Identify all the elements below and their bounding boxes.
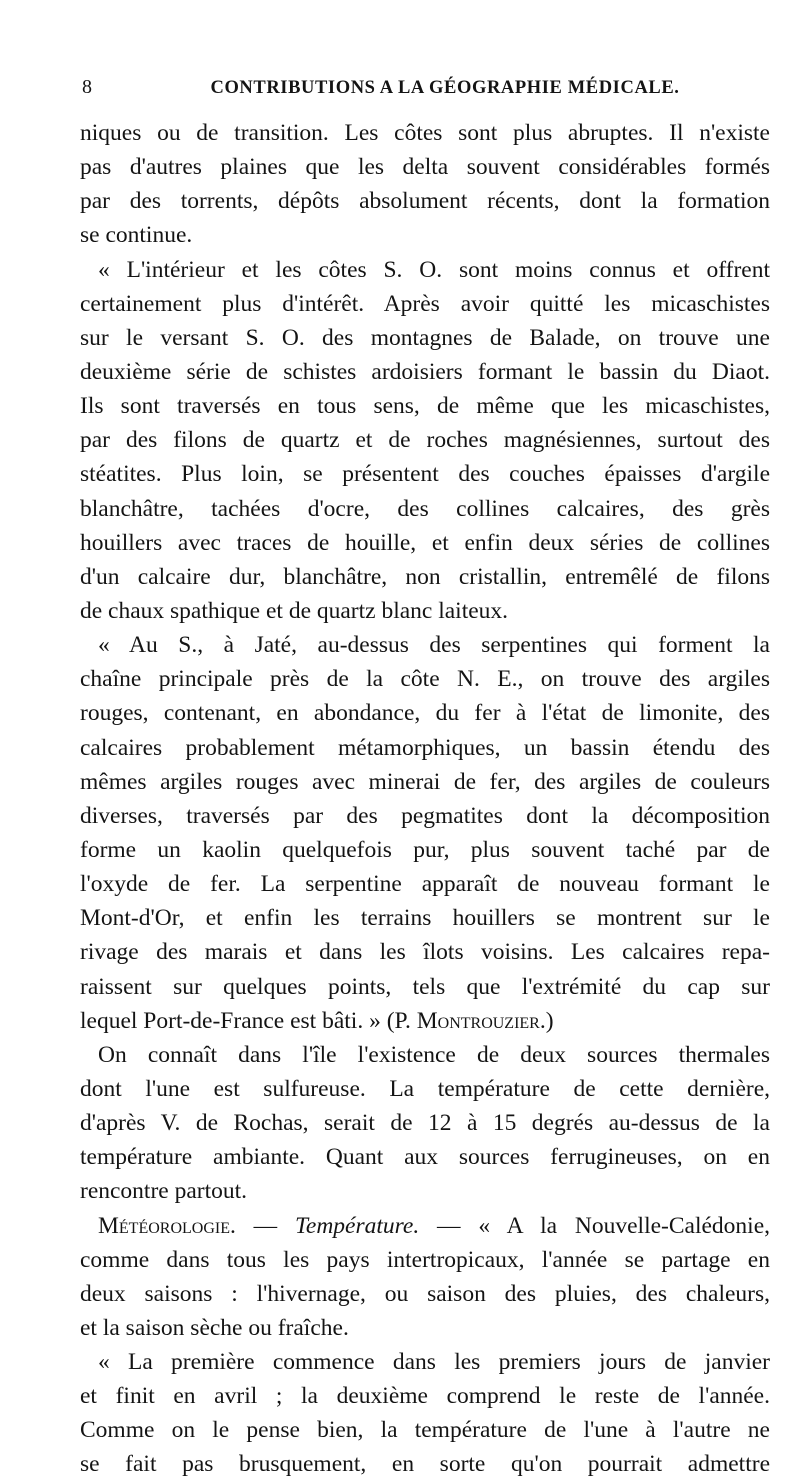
text-fragment: — « A la Nouvelle-Calédonie,	[419, 1212, 770, 1239]
text-line: forme un kaolin quelquefois pur, plus souvent taché par de	[80, 836, 770, 863]
text-line: d'un calcaire dur, blanchâtre, non cristallin, entremêlé de filons	[80, 563, 770, 590]
text-line: deux saisons : l'hivernage, ou saison des pluies, des chaleurs,	[80, 1280, 770, 1307]
text-line: Mont-d'Or, et enfin les terrains houillers se montrent sur le	[80, 905, 770, 932]
text-line: sur le versant S. O. des montagnes de Balade, on trouve une	[80, 324, 770, 351]
text-line: Comme on le pense bien, la température de l'une à l'autre ne	[80, 1417, 770, 1444]
text-line: par des filons de quartz et de roches magnésiennes, surtout des	[80, 427, 770, 454]
text-line: mêmes argiles rouges avec minerai de fer, des argiles de couleurs	[80, 768, 770, 795]
text-line: rencontre partout.	[80, 1178, 248, 1205]
page-header	[80, 72, 770, 106]
text-line: température ambiante. Quant aux sources ferrugineuses, on en	[80, 1144, 770, 1171]
text-line: deuxième série de schistes ardoisiers formant le bassin du Diaot.	[80, 358, 770, 385]
text-line: « La première commence dans les premiers jours de janvier	[98, 1349, 770, 1376]
text-line: et finit en avril ; la deuxième comprend le reste de l'année.	[80, 1383, 770, 1410]
text-line: certainement plus d'intérêt. Après avoir quitté les micaschistes	[80, 290, 770, 317]
text-fragment: —	[235, 1212, 295, 1239]
text-line: d'après V. de Rochas, serait de 12 à 15 degrés au-dessus de la	[80, 1110, 770, 1137]
text-line: pas d'autres plaines que les delta souvent considérables formés	[80, 154, 770, 181]
citation-author: Montrouzier	[416, 1007, 540, 1034]
running-title: CONTRIBUTIONS A LA GÉOGRAPHIE MÉDICALE.	[210, 78, 680, 98]
text-line: calcaires probablement métamorphiques, un bassin étendu des	[80, 734, 770, 761]
text-line: dont l'une est sulfureuse. La température de cette dernière,	[80, 1075, 770, 1102]
text-line: « Au S., à Jaté, au-dessus des serpentines qui forment la	[98, 632, 770, 659]
subsection-heading: Température.	[294, 1212, 420, 1239]
text-line: par des torrents, dépôts absolument récents, dont la formation	[80, 188, 770, 215]
text-line	[80, 1004, 770, 1038]
citation-close: .)	[539, 1007, 554, 1034]
text-line: On connaît dans l'île l'existence de deux sources thermales	[98, 1041, 770, 1068]
text-line: et la saison sèche ou fraîche.	[80, 1314, 349, 1341]
text-line: chaîne principale près de la côte N. E., on trouve des argiles	[80, 666, 770, 693]
text-line: comme dans tous les pays intertropicaux, l'année se partage en	[80, 1246, 770, 1273]
text-line: stéatites. Plus loin, se présentent des couches épaisses d'argile	[80, 461, 770, 488]
section-heading-line	[80, 1209, 770, 1243]
text-line: houillers avec traces de houille, et enfin deux séries de collines	[80, 529, 770, 556]
text-line: raissent sur quelques points, tels que l'extrémité du cap sur	[80, 973, 770, 1000]
body-text	[80, 116, 770, 1482]
text-line: rivage des marais et dans les îlots voisins. Les calcaires repa-	[80, 939, 770, 966]
text-fragment: lequel Port-de-France est bâti. » (P.	[80, 1007, 417, 1034]
text-line: niques ou de transition. Les côtes sont plus abruptes. Il n'existe	[80, 120, 770, 146]
text-line: de chaux spathique et de quartz blanc laiteux.	[80, 597, 509, 624]
book-page	[80, 72, 770, 1478]
text-line: l'oxyde de fer. La serpentine apparaît de nouveau formant le	[80, 871, 770, 898]
text-line: « L'intérieur et les côtes S. O. sont moins connus et offrent	[98, 256, 770, 283]
text-line: Ils sont traversés en tous sens, de même que les micaschistes,	[80, 393, 770, 420]
text-line: se continue.	[80, 222, 193, 249]
text-line: diverses, traversés par des pegmatites dont la décomposition	[80, 802, 770, 829]
text-line: blanchâtre, tachées d'ocre, des collines calcaires, des grès	[80, 495, 770, 522]
section-heading: Météorologie.	[98, 1212, 236, 1239]
text-line: se fait pas brusquement, en sorte qu'on pourrait admettre	[80, 1451, 770, 1478]
page-number: 8	[82, 76, 92, 98]
text-line: rouges, contenant, en abondance, du fer à l'état de limonite, des	[80, 700, 770, 727]
